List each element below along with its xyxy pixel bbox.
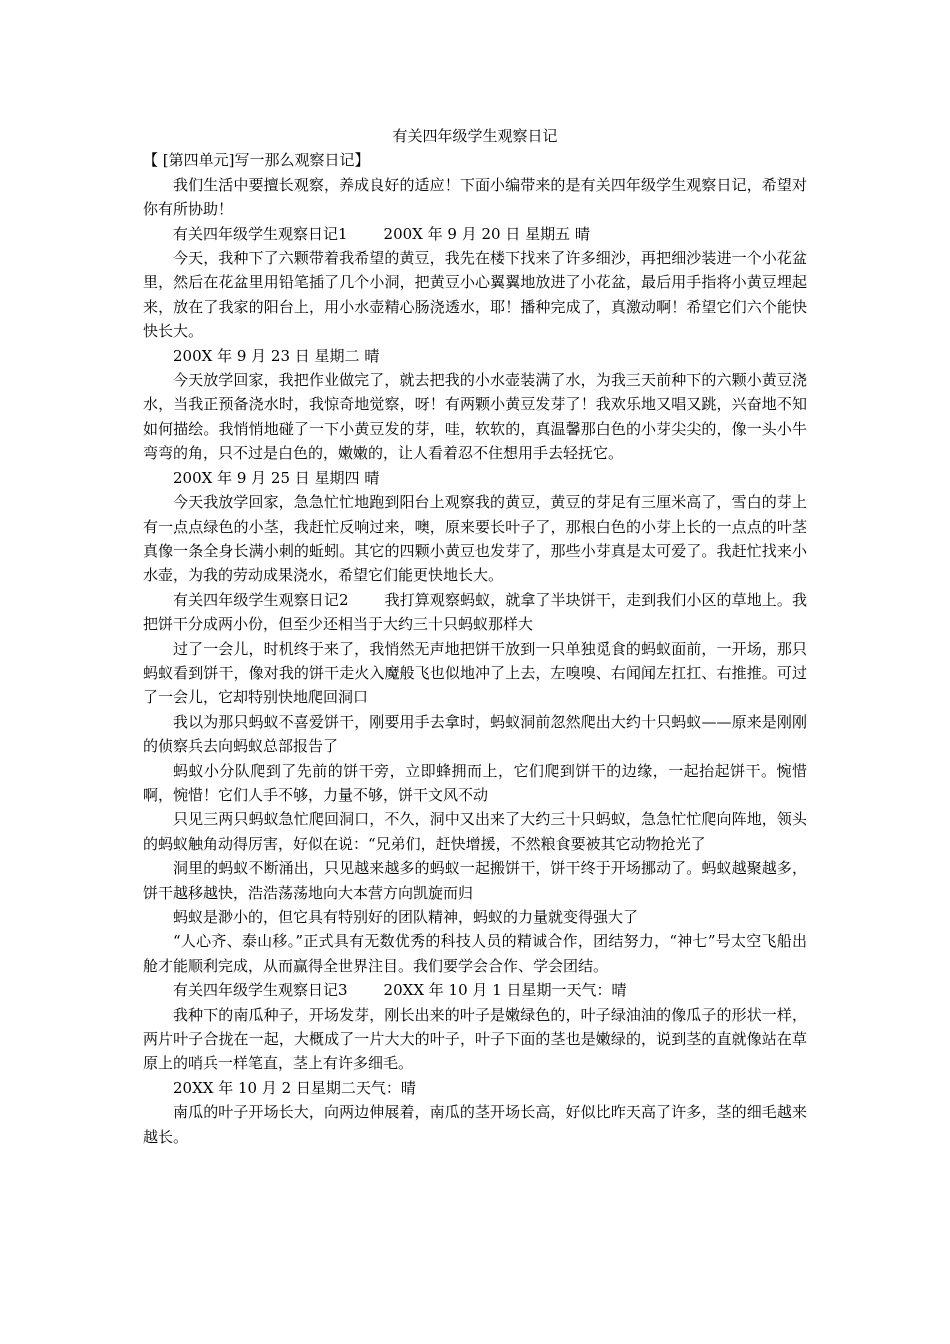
diary1-date: 200X 年 9 月 20 日 星期五 晴 [383, 224, 590, 243]
diary3-date: 20XX 年 10 月 1 日星期一天气：晴 [383, 981, 627, 1000]
diary2-paragraph-6: 洞里的蚂蚁不断涌出，只见越来越多的蚂蚁一起搬饼干，饼干终于开场挪动了。蚂蚁越聚越多，饼干越移越快，浩浩荡荡地向大本营方向凯旋而归 [143, 859, 807, 902]
diary3-heading: 有关四年级学生观察日记3 [173, 981, 348, 1000]
diary2-paragraph-1: 我打算观察蚂蚁，就拿了半块饼干，走到我们小区的草地上。我把饼干分成两小份，但至少还相当于大约三十只蚂蚁那样大 [143, 590, 807, 634]
diary1-heading: 有关四年级学生观察日记1 [173, 224, 348, 243]
diary1-date-2: 200X 年 9 月 23 日 星期二 晴 [173, 346, 380, 365]
diary2-heading: 有关四年级学生观察日记2 [173, 590, 349, 609]
document-subtitle: 【 [第四单元]写一那么观察日记】 [143, 151, 370, 170]
document-title: 有关四年级学生观察日记 [392, 127, 558, 145]
diary3-date-2: 20XX 年 10 月 2 日星期二天气：晴 [173, 1078, 416, 1097]
diary1-date-3: 200X 年 9 月 25 日 星期四 晴 [173, 468, 380, 487]
diary2-paragraph-4: 蚂蚁小分队爬到了先前的饼干旁，立即蜂拥而上，它们爬到饼干的边缘，一起抬起饼干。惋惜啊，惋惜！它们人手不够，力量不够，饼干文风不动 [143, 761, 807, 804]
diary2-paragraph-3: 我以为那只蚂蚁不喜爱饼干，刚要用手去拿时，蚂蚁洞前忽然爬出大约十只蚂蚁——原来是刚刚的侦察兵去向蚂蚁总部报告了 [143, 712, 807, 756]
intro-paragraph: 我们生活中要擅长观察，养成良好的适应！下面小编带来的是有关四年级学生观察日记，希望对你有所协助！ [143, 175, 807, 219]
diary2-paragraph-8: “人心齐、泰山移。”正式具有无数优秀的科技人员的精诚合作，团结努力，“神七”号太空飞船出舱才能顺利完成，从而赢得全世界注目。我们要学会合作、学会团结。 [143, 932, 807, 975]
diary2-paragraph-7: 蚂蚁是渺小的，但它具有特别好的团队精神，蚂蚁的力量就变得强大了 [173, 908, 639, 926]
diary1-paragraph-2: 今天放学回家，我把作业做完了，就去把我的小水壶装满了水，为我三天前种下的六颗小黄豆浇水，当我正预备浇水时，我惊奇地觉察，呀！有两颗小黄豆发芽了！我欢乐地又唱又跳，兴奋地不知如何描绘。我悄悄地碰了一下小黄豆发的芽，哇，软软的，真温馨那白色的小芽尖尖的，像一头小牛弯弯的角，只不过是白色的，嫩嫩的，让人看着忍不住想用手去轻抚它。 [143, 371, 807, 463]
diary2-paragraph-2: 过了一会儿，时机终于来了，我悄然无声地把饼干放到一只单独觅食的蚂蚁面前，一开场，那只蚂蚁看到饼干，像对我的饼干走火入魔般飞也似地冲了上去，左嗅嗅、右闻闻左扛扛、右推推。可过了一会儿，它却特别快地爬回洞口 [143, 639, 807, 707]
diary3-paragraph-1: 我种下的南瓜种子，开场发芽，刚长出来的叶子是嫩绿色的，叶子绿油油的像瓜子的形状一样，两片叶子合拢在一起，大概成了一片大大的叶子，叶子下面的茎也是嫩绿的，说到茎的直就像站在草原上的哨兵一样笔直，茎上有许多细毛。 [143, 1005, 807, 1073]
diary2-heading-line [143, 588, 807, 637]
diary1-paragraph-3: 今天我放学回家，急急忙忙地跑到阳台上观察我的黄豆，黄豆的芽足有三厘米高了，雪白的芽上有一点点绿色的小茎，我赶忙反响过来，噢，原来要长叶子了，那根白色的小芽上长的一点点的叶茎真像一条全身长满小刺的蚯蚓。其它的四颗小黄豆也发芽了，那些小芽真是太可爱了。我赶忙找来小水壶，为我的劳动成果浇水，希望它们能更快地长大。 [143, 493, 807, 585]
diary3-paragraph-2: 南瓜的叶子开场长大，向两边伸展着，南瓜的茎开场长高，好似比昨天高了许多，茎的细毛越来越长。 [143, 1103, 807, 1146]
diary2-paragraph-5: 只见三两只蚂蚁急忙爬回洞口，不久，洞中又出来了大约三十只蚂蚁，急急忙忙爬向阵地，领头的蚂蚁触角动得厉害，好似在说：“兄弟们，赶快增援，不然粮食要被其它动物抢光了 [143, 810, 807, 853]
document-page [143, 124, 807, 1149]
diary1-paragraph-1: 今天，我种下了六颗带着我希望的黄豆，我先在楼下找来了许多细沙，再把细沙装进一个小花盆里，然后在花盆里用铅笔插了几个小洞，把黄豆小心翼翼地放进了小花盆，最后用手指将小黄豆埋起来，放在了我家的阳台上，用小水壶精心肠浇透水，耶！播种完成了，真激动啊！希望它们六个能快快长大。 [143, 249, 807, 341]
diary3-heading-line [143, 978, 807, 1002]
diary1-heading-line [143, 222, 807, 246]
